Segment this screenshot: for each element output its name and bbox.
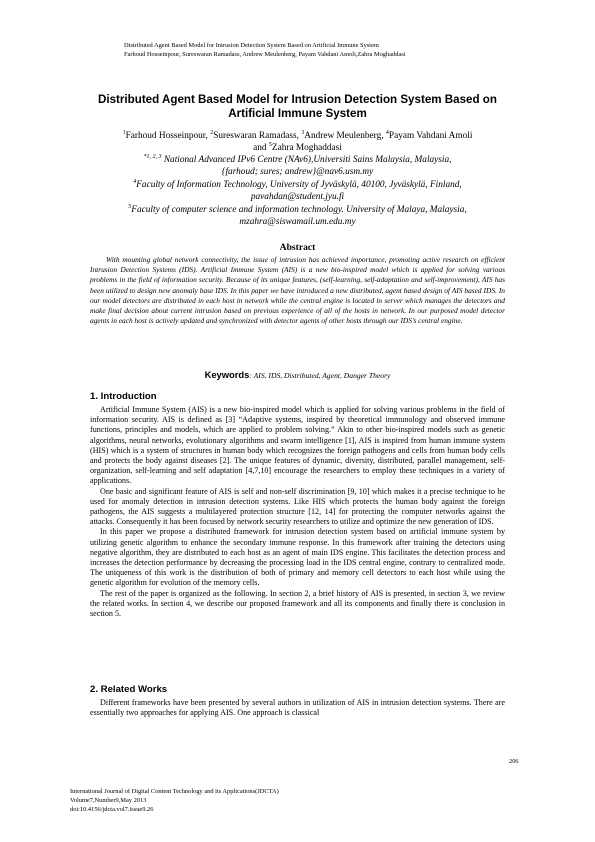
author-3: Andrew Meulenberg, xyxy=(304,131,386,141)
intro-paragraph-1: Artificial Immune System (AIS) is a new bio-inspired model which is applied for solving various problems in the field of information security. AIS is defined as [3] “Adaptive systems, inspired by theoretical immunology and observed immune functions, principles and models, which are applied to problem solving.” Akin to other bio-inspired models such as genetic algorithms, neural networks, evolutionary algorithms and swarm intelligence [1], AIS is inspired from human immune system (HIS) which is a system of structures in human body which recognizes the foreign pathogens and cells from human body cells and protects the body against diseases [2]. The unique features of dynamic, diversity, distributed, parallel management, self-organization, self-learning and self adaptation [4,7,10] encourage the researchers to employ these techniques in a variety of applications. xyxy=(90,405,505,486)
author-4-sup: 4 xyxy=(385,129,389,136)
intro-paragraph-3: In this paper we propose a distributed framework for intrusion detection system based on artificial immune system by utilizing genetic algorithm to enhance the secondary immune response. In this framework after training the detectors using negative algorithm, they are distributed to each host as an agent of main IDS engine. This facilitates the detection process and increases the detection performance by decreasing the processing load in the IDS central engine, contrary to centralized mode. The uniqueness of this work is the distribution of both of primary and memory cell detectors to each host while using the genetic algorithm for evolution of the memory cells. xyxy=(90,527,505,588)
author-3-sup: 3 xyxy=(301,129,305,136)
affiliation-3-sup: 5 xyxy=(128,203,132,210)
keywords-text: : AIS, IDS, Distributed, Agent, Danger Theory xyxy=(249,371,391,380)
affiliation-2-email: pavahdan@student.jyu.fi xyxy=(250,191,345,202)
journal-name: International Journal of Digital Content Technology and its Applications(JDCTA) xyxy=(70,788,279,795)
running-header-authors: Farhoud Hosseinpour, Sureswaran Ramadass, Andrew Meulenberg, Payam Vahdani Amoli,Zahra Moghaddasi xyxy=(124,51,406,58)
author-1: Farhoud Hosseinpour, xyxy=(125,131,211,141)
author-and: and xyxy=(253,142,269,153)
affiliation-3-email: mzahra@siswamail.um.edu.my xyxy=(239,216,356,227)
affiliation-3 xyxy=(70,205,525,228)
paper-title-line-2: Artificial Immune System xyxy=(228,107,367,120)
author-4: Payam Vahdani Amoli xyxy=(388,131,473,141)
author-2: Sureswaran Ramadass, xyxy=(213,131,302,141)
affiliation-1 xyxy=(70,155,525,178)
page-number: 206 xyxy=(509,758,519,765)
intro-paragraph-4: The rest of the paper is organized as the following. In section 2, a brief history of AIS is presented, in section 3, we review the related works. In section 4, we describe our proposed framework and all its components and finally there is conclusion in section 5. xyxy=(90,588,505,619)
affiliation-1-name: National Advanced IPv6 Centre (NAv6),Universiti Sains Malaysia, Malaysia, xyxy=(161,155,452,165)
affiliation-2-sup: 4 xyxy=(133,178,137,185)
author-5: Zahra Moghaddasi xyxy=(271,142,342,153)
intro-paragraph-2: One basic and significant feature of AIS is self and non-self discrimination [9, 10] which makes it a precise technique to be used for anomaly detection in intrusion detection systems. Like HIS which protects the human body against the foreign pathogens, the AIS suggests a multilayered protection structure [12, 14] for protecting the computer networks against the attacks. Consequently it has been focused by network security researchers to utilize and optimize the new generation of IDS. xyxy=(90,486,505,527)
abstract-text: With mounting global network connectivity, the issue of intrusion has achieved importance, promoting active research on efficient Intrusion Detection Systems (IDS). Artificial Immune System (AIS) is a new bio-inspired model which is applied for solving various problems in the field of information security. Because of its unique features, (self-learning, self-adaptation and self-improvement), AIS has been utilized to design new anomaly base IDS. In this paper we have introduced a new distributed, agent based design of AIS based IDS. In our model detectors are distributed in each host in network while the central engine is located in server which manages the detectors and make final decision about current intrusion based on previous experience of all of the hosts in network. In our purposed model detector agents in each host is actively updated and synchronized with detector agents of other hosts through our IDS’s central engine. xyxy=(90,255,505,326)
journal-volume: Volume7,Number9,May 2013 xyxy=(70,797,147,804)
section-heading-related-works: 2. Related Works xyxy=(90,684,168,695)
affiliation-2 xyxy=(70,180,525,203)
running-header xyxy=(124,41,544,59)
affiliation-2-name: Faculty of Information Technology, University of Jyväskylä, 40100, Jyväskylä, Finland, xyxy=(136,180,462,190)
author-2-sup: 2 xyxy=(210,129,214,136)
paper-title xyxy=(70,93,525,121)
related-paragraph-1: Different frameworks have been presented by several authors in utilization of AIS in intrusion detection systems. There are essentially two approaches for applying AIS. One approach is classical xyxy=(90,698,505,718)
journal-doi: doi:10.4156/jdcta.vol7.issue9.26 xyxy=(70,806,154,813)
author-5-sup: 5 xyxy=(268,141,272,148)
introduction-body xyxy=(90,405,505,619)
affiliation-3-name: Faculty of computer science and information technology. University of Malaya, Malaysia, xyxy=(131,205,467,215)
affiliation-1-emails: {farhoud; sures; andrew}@nav6.usm.my xyxy=(221,166,374,177)
abstract-heading: Abstract xyxy=(279,242,316,253)
related-works-body xyxy=(90,698,505,718)
journal-footer xyxy=(70,787,370,814)
author-list xyxy=(70,131,525,154)
running-header-title: Distributed Agent Based Model for Intrusion Detection System Based on Artificial Immune System xyxy=(124,42,379,49)
keywords-label: Keywords xyxy=(204,369,250,380)
affiliation-1-sup: *1, 2, 3 xyxy=(143,153,162,160)
author-1-sup: 1 xyxy=(122,129,126,136)
section-heading-introduction: 1. Introduction xyxy=(90,391,157,402)
paper-title-line-1: Distributed Agent Based Model for Intrusion Detection System Based on xyxy=(98,93,497,106)
keywords xyxy=(70,369,525,380)
